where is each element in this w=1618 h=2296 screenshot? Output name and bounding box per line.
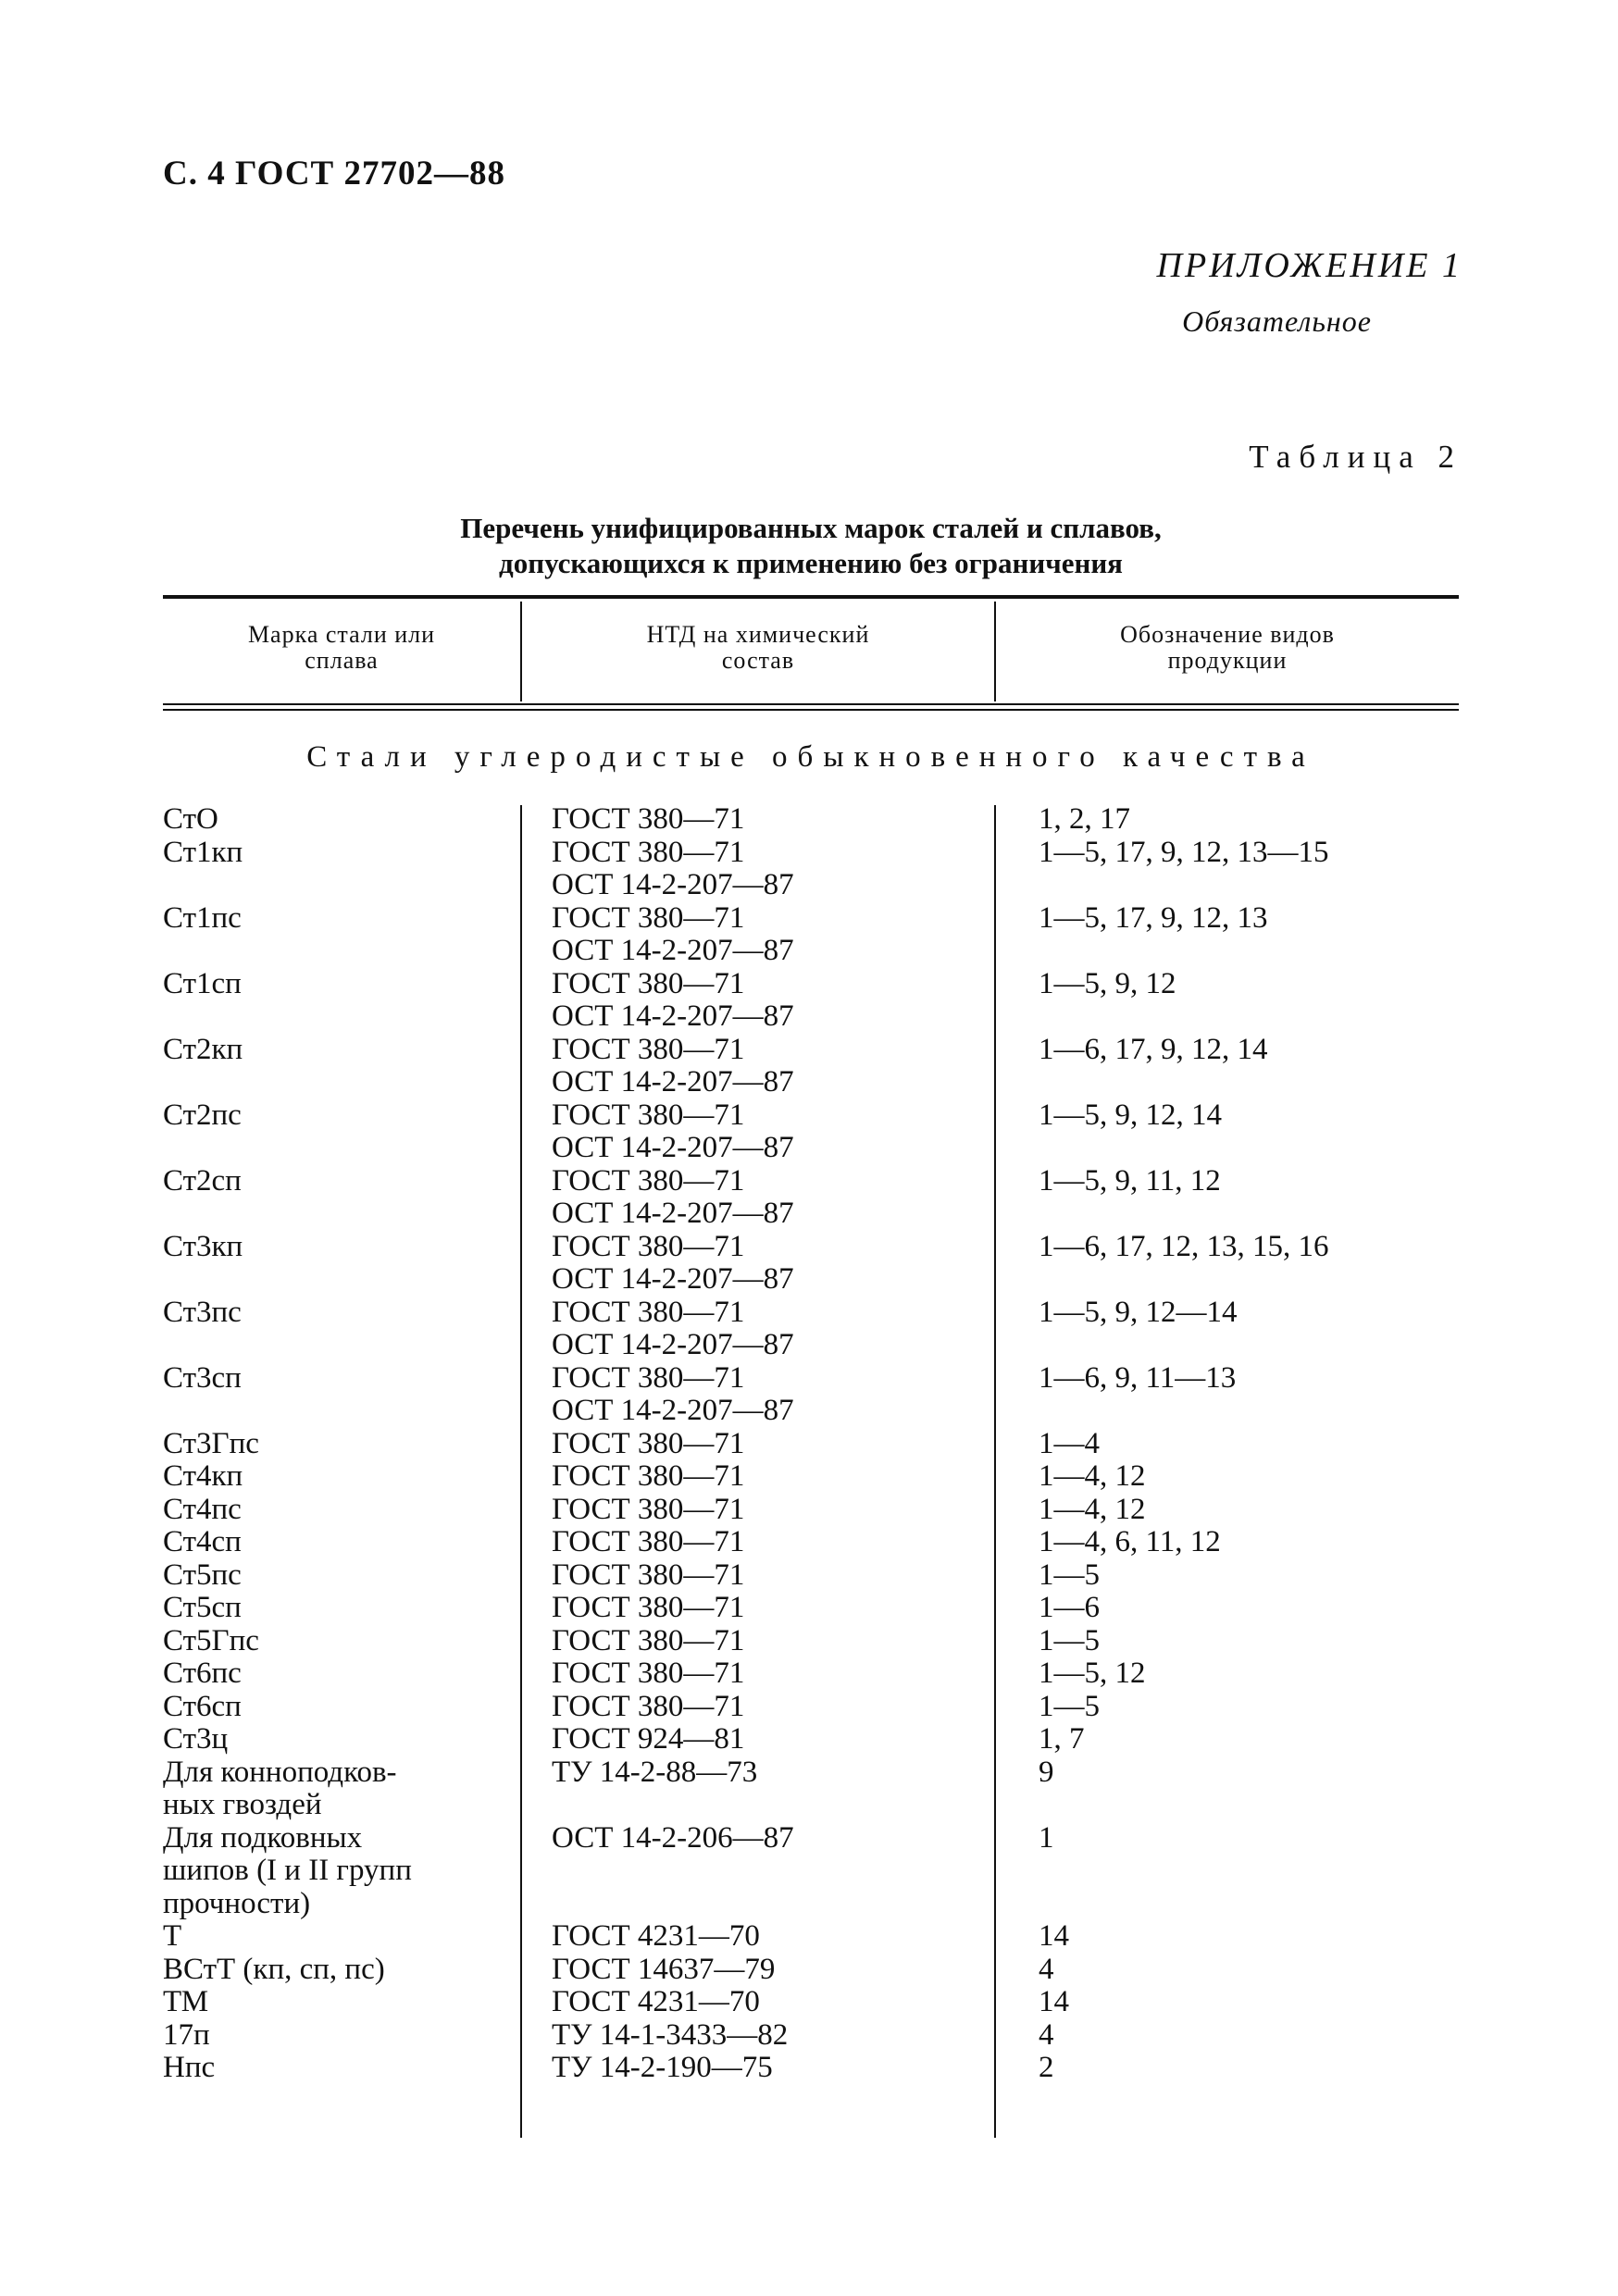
grade-line: Ст1кп (163, 835, 243, 869)
products-line: 1—5 (1039, 1623, 1100, 1657)
grade-cell (163, 2019, 515, 2053)
grade-cell (163, 1592, 515, 1625)
ntd-cell (552, 1034, 794, 1099)
ntd-cell (552, 1657, 744, 1691)
table-title-line: допускающихся к применению без ограничения (499, 547, 1123, 579)
ntd-line: ТУ 14-2-88—73 (552, 1755, 758, 1789)
products-cell (1039, 1691, 1100, 1724)
grade-line: ВСтТ (кп, сп, пс) (163, 1952, 385, 1986)
ntd-cell (552, 837, 794, 902)
grade-line: прочности) (163, 1886, 311, 1920)
products-line: 4 (1039, 2017, 1054, 2052)
table-row (0, 1723, 1618, 1756)
ntd-cell (552, 1822, 794, 1855)
table-row (0, 1657, 1618, 1691)
table-row (0, 1822, 1618, 1921)
grade-cell (163, 803, 515, 837)
page-header: С. 4 ГОСТ 27702—88 (163, 155, 505, 192)
table-row (0, 1231, 1618, 1297)
products-line: 1—5 (1039, 1689, 1100, 1723)
ntd-line: ГОСТ 380—71 (552, 1623, 745, 1657)
table-row (0, 1920, 1618, 1954)
ntd-cell (552, 1756, 757, 1790)
ntd-cell (552, 1165, 794, 1231)
table-row (0, 1494, 1618, 1527)
grade-cell (163, 1954, 515, 1987)
ntd-cell (552, 1559, 744, 1593)
appendix-block (1157, 245, 1462, 339)
ntd-line: ГОСТ 380—71 (552, 1098, 745, 1132)
table-row (0, 1625, 1618, 1658)
column-header-line: Обозначение видов (1120, 621, 1335, 648)
grade-cell (163, 1099, 515, 1133)
ntd-cell (552, 2019, 788, 2053)
products-line: 14 (1039, 1985, 1069, 2018)
column-header-line: сплава (305, 647, 379, 674)
ntd-line: ОСТ 14-2-206—87 (552, 1820, 794, 1855)
products-cell (1039, 1986, 1069, 2019)
products-line: 1—5 (1039, 1558, 1100, 1592)
grade-line: Нпс (163, 2051, 216, 2084)
products-line: 1—5, 9, 12—14 (1039, 1295, 1238, 1329)
ntd-line: ГОСТ 4231—70 (552, 1919, 760, 1953)
grade-line: Ст6пс (163, 1657, 242, 1690)
grade-line: Ст1сп (163, 966, 242, 1000)
ntd-line: ТУ 14-1-3433—82 (552, 2017, 789, 2052)
ntd-cell (552, 1723, 744, 1756)
grade-line: Ст5сп (163, 1591, 242, 1624)
grade-cell (163, 1657, 515, 1691)
grade-cell (163, 837, 515, 870)
grade-line: Ст4пс (163, 1492, 242, 1526)
products-line: 2 (1039, 2051, 1054, 2084)
grade-cell (163, 1625, 515, 1658)
ntd-line: ТУ 14-2-190—75 (552, 2051, 773, 2084)
products-cell (1039, 1297, 1238, 1330)
table-title (163, 511, 1459, 581)
ntd-cell (552, 1526, 744, 1559)
products-line: 4 (1039, 1952, 1054, 1986)
header-bottom-rule (163, 709, 1459, 711)
products-line: 1—5, 17, 9, 12, 13 (1039, 900, 1268, 935)
products-line: 1—6, 17, 9, 12, 14 (1039, 1032, 1268, 1066)
ntd-line: ГОСТ 380—71 (552, 966, 745, 1000)
ntd-cell (552, 1099, 794, 1165)
ntd-line: ГОСТ 380—71 (552, 900, 745, 935)
ntd-cell (552, 1297, 794, 1362)
column-header-line: продукции (1167, 647, 1288, 674)
ntd-line: ГОСТ 380—71 (552, 835, 745, 869)
grade-line: Ст2сп (163, 1163, 242, 1198)
ntd-line: ГОСТ 380—71 (552, 1558, 745, 1592)
products-line: 1—5, 9, 12, 14 (1039, 1098, 1222, 1132)
ntd-cell (552, 1625, 744, 1658)
products-line: 1, 7 (1039, 1722, 1085, 1756)
grade-line: Для подковных (163, 1820, 363, 1855)
table-row (0, 2052, 1618, 2085)
products-line: 1—4 (1039, 1426, 1100, 1460)
ntd-line: ОСТ 14-2-207—87 (552, 999, 794, 1033)
products-cell (1039, 1920, 1069, 1954)
ntd-line: ГОСТ 380—71 (552, 1426, 745, 1460)
grade-cell (163, 1756, 515, 1822)
ntd-line: ГОСТ 380—71 (552, 1295, 745, 1329)
products-cell (1039, 1428, 1100, 1461)
grade-cell (163, 2052, 515, 2085)
table-row (0, 968, 1618, 1034)
ntd-line: ГОСТ 380—71 (552, 1163, 745, 1198)
products-cell (1039, 1756, 1054, 1790)
table-row (0, 902, 1618, 968)
products-cell (1039, 803, 1130, 837)
section-title: Стали углеродистые обыкновенного качества (306, 740, 1315, 774)
table-row (0, 1099, 1618, 1165)
header-bottom-rule (163, 703, 1459, 705)
products-cell (1039, 1165, 1221, 1198)
grade-line: Ст3сп (163, 1360, 242, 1395)
grade-cell (163, 1428, 515, 1461)
grade-line: Ст3Гпс (163, 1426, 259, 1460)
table-row (0, 1954, 1618, 1987)
ntd-line: ГОСТ 380—71 (552, 1229, 745, 1263)
grade-cell (163, 1231, 515, 1264)
products-cell (1039, 1822, 1054, 1855)
products-cell (1039, 968, 1176, 1001)
table-row (0, 837, 1618, 902)
ntd-line: ОСТ 14-2-207—87 (552, 1394, 794, 1427)
ntd-line: ГОСТ 380—71 (552, 1459, 745, 1493)
grade-cell (163, 1460, 515, 1494)
column-header-ntd (522, 622, 994, 674)
products-cell (1039, 1526, 1221, 1559)
products-line: 1—6, 9, 11—13 (1039, 1360, 1237, 1395)
products-cell (1039, 1231, 1329, 1264)
ntd-line: ГОСТ 14637—79 (552, 1952, 776, 1986)
products-cell (1039, 2052, 1054, 2085)
table-row (0, 1297, 1618, 1362)
ntd-cell (552, 1428, 744, 1461)
grade-cell (163, 968, 515, 1001)
table-row (0, 1691, 1618, 1724)
grade-line: Ст3пс (163, 1295, 242, 1329)
grade-cell (163, 1822, 515, 1921)
products-cell (1039, 1034, 1268, 1067)
grade-line: Ст1пс (163, 900, 242, 935)
products-cell (1039, 1362, 1236, 1396)
ntd-line: ГОСТ 380—71 (552, 1525, 745, 1558)
column-header-grade (163, 622, 520, 674)
appendix-subtitle: Обязательное (1182, 304, 1372, 338)
ntd-line: ГОСТ 924—81 (552, 1722, 745, 1756)
grade-line: Ст4сп (163, 1525, 242, 1558)
ntd-line: ОСТ 14-2-207—87 (552, 868, 794, 901)
grade-cell (163, 1723, 515, 1756)
ntd-line: ГОСТ 380—71 (552, 1657, 745, 1690)
products-line: 1—4, 6, 11, 12 (1039, 1525, 1221, 1558)
ntd-cell (552, 1231, 794, 1297)
grade-line: 17п (163, 2017, 210, 2052)
grade-line: шипов (I и II групп (163, 1854, 412, 1887)
ntd-cell (552, 1460, 744, 1494)
products-line: 1, 2, 17 (1039, 802, 1130, 836)
grade-line: Ст3ц (163, 1722, 229, 1756)
grade-line: ТМ (163, 1985, 209, 2018)
ntd-cell (552, 968, 794, 1034)
ntd-line: ОСТ 14-2-207—87 (552, 1262, 794, 1296)
table-row (0, 1526, 1618, 1559)
table-row (0, 1986, 1618, 2019)
column-header-line: Марка стали или (247, 621, 436, 648)
grade-line: Т (163, 1919, 182, 1953)
ntd-line: ГОСТ 380—71 (552, 802, 745, 836)
grade-line: Ст5Гпс (163, 1623, 259, 1657)
ntd-cell (552, 1691, 744, 1724)
products-cell (1039, 902, 1268, 936)
products-cell (1039, 2019, 1054, 2053)
table-label: Таблица 2 (1249, 439, 1462, 475)
grade-cell (163, 1559, 515, 1593)
grade-line: Ст2кп (163, 1032, 243, 1066)
table-row (0, 1460, 1618, 1494)
products-line: 1—4, 12 (1039, 1492, 1146, 1526)
grade-cell (163, 1297, 515, 1330)
ntd-line: ОСТ 14-2-207—87 (552, 1328, 794, 1361)
grade-cell (163, 1165, 515, 1198)
ntd-cell (552, 1986, 760, 2019)
ntd-cell (552, 1592, 744, 1625)
ntd-cell (552, 1920, 760, 1954)
products-line: 1—6 (1039, 1591, 1100, 1624)
ntd-line: ОСТ 14-2-207—87 (552, 934, 794, 967)
ntd-line: ГОСТ 380—71 (552, 1591, 745, 1624)
products-cell (1039, 1099, 1222, 1133)
grade-cell (163, 1691, 515, 1724)
ntd-line: ОСТ 14-2-207—87 (552, 1065, 794, 1098)
ntd-cell (552, 2052, 773, 2085)
column-header-products (996, 622, 1459, 674)
table-row (0, 1034, 1618, 1099)
products-line: 1—6, 17, 12, 13, 15, 16 (1039, 1229, 1329, 1263)
grade-line: Ст5пс (163, 1558, 242, 1592)
grade-cell (163, 1494, 515, 1527)
grade-cell (163, 1986, 515, 2019)
products-line: 1—5, 9, 11, 12 (1039, 1163, 1221, 1198)
products-cell (1039, 1559, 1100, 1593)
grade-cell (163, 1034, 515, 1067)
products-line: 1—5, 12 (1039, 1657, 1146, 1690)
table-body (0, 803, 1618, 2085)
grade-line: Ст2пс (163, 1098, 242, 1132)
table-row (0, 803, 1618, 837)
column-header-line: состав (721, 647, 795, 674)
appendix-title: ПРИЛОЖЕНИЕ 1 (1156, 246, 1462, 285)
ntd-cell (552, 902, 794, 968)
products-cell (1039, 1460, 1146, 1494)
products-cell (1039, 1592, 1100, 1625)
products-line: 9 (1039, 1755, 1054, 1789)
ntd-cell (552, 1494, 744, 1527)
ntd-cell (552, 1954, 775, 1987)
products-cell (1039, 1494, 1146, 1527)
table-row (0, 1165, 1618, 1231)
table-row (0, 1559, 1618, 1593)
products-cell (1039, 1954, 1054, 1987)
products-line: 14 (1039, 1919, 1069, 1953)
products-line: 1—4, 12 (1039, 1459, 1146, 1493)
products-line: 1—5, 17, 9, 12, 13—15 (1039, 835, 1329, 869)
column-header-line: НТД на химический (646, 621, 870, 648)
table-row (0, 1362, 1618, 1428)
products-cell (1039, 1723, 1085, 1756)
products-line: 1—5, 9, 12 (1039, 966, 1176, 1000)
products-cell (1039, 1657, 1146, 1691)
products-line: 1 (1039, 1820, 1054, 1855)
ntd-line: ГОСТ 4231—70 (552, 1985, 760, 2018)
table-row (0, 2019, 1618, 2053)
ntd-cell (552, 803, 744, 837)
ntd-line: ГОСТ 380—71 (552, 1032, 745, 1066)
ntd-cell (552, 1362, 794, 1428)
table-row (0, 1756, 1618, 1822)
ntd-line: ГОСТ 380—71 (552, 1360, 745, 1395)
table-row (0, 1428, 1618, 1461)
grade-cell (163, 1920, 515, 1954)
grade-line: Ст4кп (163, 1459, 243, 1493)
grade-line: Для конноподков- (163, 1755, 397, 1789)
grade-cell (163, 1526, 515, 1559)
grade-line: Ст6сп (163, 1689, 242, 1723)
ntd-line: ГОСТ 380—71 (552, 1492, 745, 1526)
grade-cell (163, 902, 515, 936)
ntd-line: ОСТ 14-2-207—87 (552, 1197, 794, 1230)
products-cell (1039, 837, 1329, 870)
table-row (0, 1592, 1618, 1625)
table-title-line: Перечень унифицированных марок сталей и сплавов, (460, 512, 1162, 544)
products-cell (1039, 1625, 1100, 1658)
ntd-line: ГОСТ 380—71 (552, 1689, 745, 1723)
table-top-rule (163, 595, 1459, 599)
grade-line: Ст3кп (163, 1229, 243, 1263)
ntd-line: ОСТ 14-2-207—87 (552, 1131, 794, 1164)
grade-line: СтО (163, 802, 218, 836)
grade-line: ных гвоздей (163, 1788, 322, 1821)
grade-cell (163, 1362, 515, 1396)
